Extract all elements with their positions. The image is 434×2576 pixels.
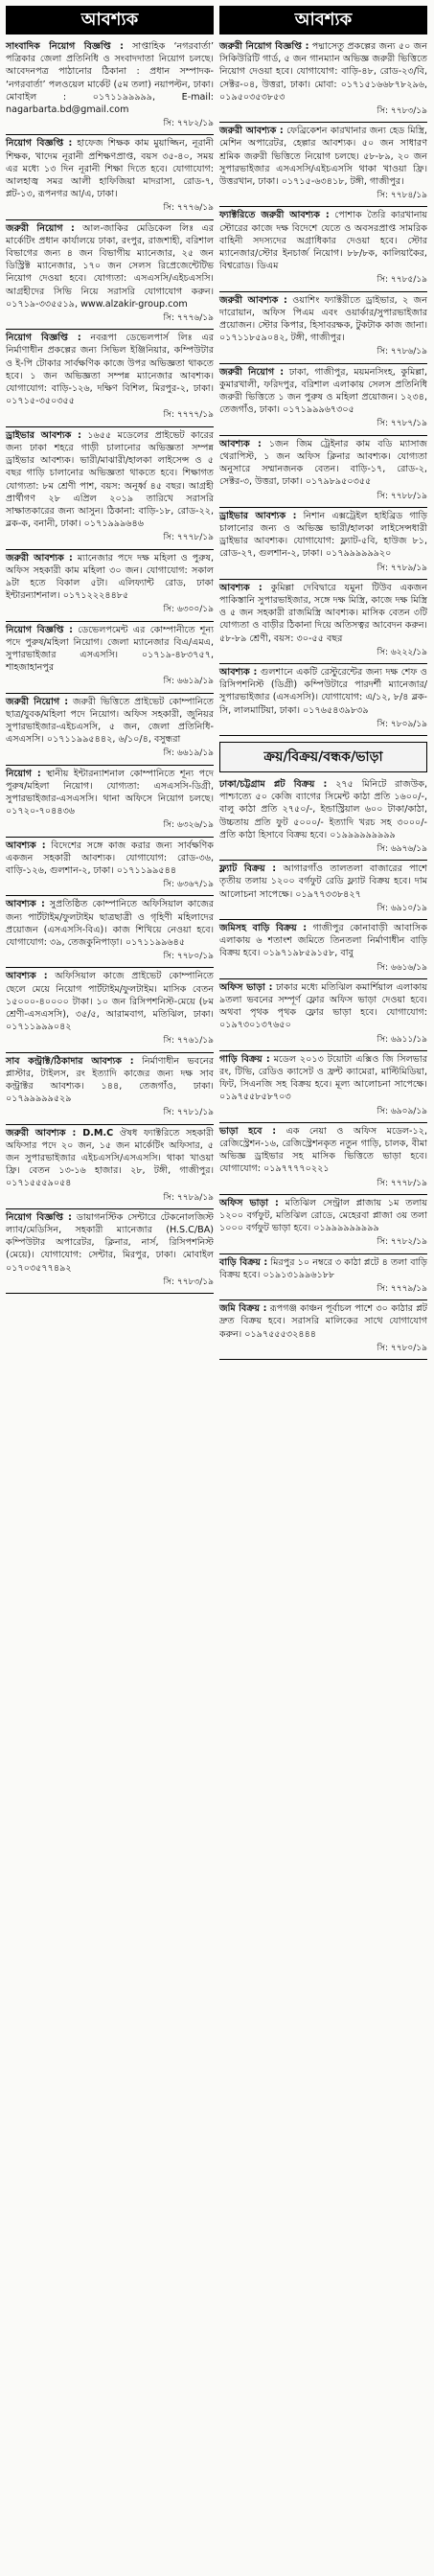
classified-ad <box>219 364 427 436</box>
ad-heading: নিয়োগ বিজ্ঞপ্তি : <box>6 1211 72 1223</box>
ad-body: পদ্মাসেতু প্রকল্পের জন্য ৫০ জন সিকিউরিটি গার্ড, ৫ জন গানম্যান অভিজ্ঞ জরুরী ভিত্তিতে নিয়োগ দেওয়া হবে। যোগাযোগ: বাড়ি-৪৮, রোড-২৩/বি, সেক্টর-০৪, উত্তরা, ঢাকা। মোবা: ০১৭১৫১৬৬৮৭৮২৯৬, ০১৯৫০৩৫৩৮৫৩ <box>219 41 427 103</box>
classified-ad <box>6 766 214 838</box>
ad-body: ঔষধ ফ্যাক্টরিতে সহকারী অফিসার পদে ২০ জন, ১৫ জন মার্কেটিং অফিসার, ৫ জন সুপারভাইজার এইচএসসি/এসএসসি। থাকা খাওয়া ফ্রি। বেতন ১৩-১৬ হাজার। ২৮, টঙ্গী, গাজীপুর। ০১৭১৫৫৫৯০৫৪ <box>6 1127 214 1189</box>
classified-ad <box>219 861 427 920</box>
ad-heading: জরুরী নিয়োগ বিজ্ঞপ্তি : <box>219 41 309 52</box>
ad-reference-number: সি: ৭৭৮৬/১৯ <box>377 347 427 357</box>
right-ads-list <box>219 38 427 736</box>
classified-ad <box>6 38 214 135</box>
ad-heading: জরুরী আবশ্যক : <box>6 552 73 564</box>
right-column <box>219 6 427 2570</box>
ad-heading: নিয়োগ : <box>6 768 41 779</box>
classified-ad <box>6 1053 214 1125</box>
ad-body: রূপগঞ্জ কাঞ্চন পূর্বাচল পাশে ৩০ কাঠার প্লট দ্রুত বিক্রয় হবে। সরাসরি মালিকের সাথে যোগাযোগ করুন। ০১৯৭৫৫৫৩২৪৪৪ <box>219 1303 427 1340</box>
ad-body: ২৭৫ মিনিটে রাজউক, পাশ্চাত্যে ৫০ কেজি ব্যাগের সিমেন্ট কাঠা প্রতি ১৬০০/-, বালু কাঠা প্রতি ২৭৫০/-, ইন্ডাস্ট্রিয়াল ৬০০ টাকা/কাঠা, উচ্চতায় প্রতি ফুট ৫০০০/- ইত্যাদি খরচ সহ ৩০০০/- প্রতি কাঠা হিসাবে বিক্রয় হবে। ০১৯৯৯৯৯৯৯৯৯ <box>219 778 427 840</box>
ad-heading: আবশ্যক : <box>6 899 45 910</box>
classified-ad <box>6 968 214 1052</box>
ad-reference-number: সি: ৭৭৮০/১৯ <box>377 1343 427 1353</box>
ad-reference-number: সি: ৬৯০৯/১৯ <box>377 1106 427 1116</box>
ad-body: ঢাকার মধ্যে মতিঝিল কমার্শিয়াল এলাকায় ৯তলা ভবনের সম্পূর্ণ ফ্লোর অফিস ভাড়া দেওয়া হবে। অথবা পৃথক পৃথক ফ্লোর ভাড়া হবে। যোগাযোগ: ০১৯৭৩০১৩৭৬৫০ <box>219 981 427 1031</box>
ad-body: এক নেয়া ও অফিস মডেল-১২, রেজিস্ট্রেশন-১৬, রেজিস্ট্রেশনকৃত নতুন গাড়ি, চালক, বীমা অভিজ্ঞ ড্রাইভার সহ মাসিক ভিত্তিতে ভাড়া হবে। যোগাযোগ: ০১৯৭৭৭৭০২২১ <box>219 1125 427 1175</box>
ad-body: বিদেশের সঙ্গে কাজ করার জন্য সার্বক্ষণিক একজন সহকারী আবশ্যক। যোগাযোগ: রোড-৩৬, বাড়ি-১২৬, গুলশান-২, ঢাকা। ০১৭১১৯৯৫৪৪ <box>6 840 214 876</box>
right-column-title: আবশ্যক <box>219 6 427 34</box>
ad-heading: অফিস ভাড়া : <box>219 1197 279 1208</box>
ad-reference-number: সি: ৭৭৮৩/১৯ <box>163 1276 214 1287</box>
ad-reference-number: সি: ৭৭৮৮/১৯ <box>377 491 427 501</box>
ad-heading: অফিস ভাড়া : <box>219 981 273 993</box>
classified-ad <box>219 979 427 1051</box>
ad-reference-number: সি: ৬৩৬৭/১৯ <box>163 880 214 890</box>
ad-body: ১জন জিম ট্রেইনার কাম বডি ম্যাসাজ থেরাপিস্ট, ১ জন অফিস ক্লিনার আবশ্যক। যোগ্যতা অনুসারে সম্মানজনক বেতন। বাড়ি-১৭, রোড-২, সেক্টর-৩, উত্তরা, ঢাকা। ০১৭৯৮৯৫০৩৫৫ <box>219 438 427 488</box>
classified-ad <box>219 207 427 291</box>
ad-heading: জরুরী আবশ্যক : <box>219 294 287 306</box>
ad-reference-number: সি: ৬৩০০/১৯ <box>163 605 214 615</box>
ad-reference-number: সি: ৭৭৭৬/১৯ <box>163 313 214 324</box>
ad-reference-number: সি: ৬৯১০/১৯ <box>377 903 427 913</box>
ad-heading: আবশ্যক : <box>219 438 262 449</box>
ad-reference-number: সি: ৭৭৭৮/১৯ <box>163 533 214 543</box>
ad-reference-number: সি: ৭৭৮৫/১৯ <box>377 275 427 286</box>
ad-reference-number: সি: ৭৭৮২/১৯ <box>377 1237 427 1248</box>
ad-reference-number: সি: ৭৭৭৬/১৯ <box>163 203 214 214</box>
classified-ad <box>219 1300 427 1360</box>
ad-heading: ড্রাইভার আবশ্যক : <box>219 510 297 521</box>
ad-reference-number: সি: ৭৭৭৭/১৯ <box>163 410 214 421</box>
ad-body: ঢাকা, গাজীপুর, ময়মনসিংহ, কুমিল্লা, কুমারখালী, ফরিদপুর, বরিশাল এলাকায় সেলস প্রতিনিধি জরুরী ভিত্তিতে ১ জন পুরুষ ও মহিলা প্রয়োজন। ১২৩৪, তেজগাঁও, ঢাকা। ০১৭১৯৯৯৬৭৩০৫ <box>219 366 427 416</box>
ad-heading: গাড়ি বিক্রয় : <box>219 1053 270 1065</box>
ad-heading: নিয়োগ বিজ্ঞপ্তি : <box>6 333 81 344</box>
ad-reference-number: সি: ৭৭৮৪/১৯ <box>377 191 427 201</box>
ad-body: কুমিল্লা দেবিদ্বারে যমুনা টিউব একজন পাকিস্তানি সুপারভাইজার, সঙ্গে দক্ষ মিস্ত্রি, কাজে দক্ষ মিস্ত্রি ও ৫ জন সহকারী রাজমিস্ত্রি আবশ্যক। মাসিক বেতন ৩টি যোগ্যতা ও বাড়ীর ঠিকানা দিয়ে অতিসত্বর আবেদন করুন। ৫৮-৮৯ শ্রেণী, বয়স: ৩০-৫৫ বছর <box>219 582 427 644</box>
ad-reference-number: সি: ৭৭৮২/১৯ <box>163 119 214 129</box>
sale-rent-section-title: ক্রয়/বিক্রয়/বন্ধক/ভাড়া <box>219 742 427 772</box>
ad-heading: জমিসহ বাড়ি বিক্রয় : <box>219 922 308 933</box>
ad-heading: ড্রাইভার আবশ্যক : <box>6 429 81 441</box>
ad-heading: সাব কন্ট্রাক্ট/ঠিকাদার আবশ্যক : <box>6 1055 134 1067</box>
ad-heading: ভাড়া হবে : <box>219 1125 277 1137</box>
ad-heading: জরুরী আবশ্যক : D.M.C <box>6 1127 114 1138</box>
ad-heading: আবশ্যক : <box>219 582 263 593</box>
classified-ad <box>6 838 214 897</box>
classified-ad <box>219 38 427 123</box>
ad-reference-number: সি: ৭৭৬১/১৯ <box>163 1036 214 1046</box>
classified-ad <box>6 427 214 550</box>
classified-ad <box>219 1254 427 1301</box>
ad-body: অফিসিয়াল কাজে প্রাইভেট কোম্পানিতে ছেলে মেয়ে নিয়োগ পার্টটাইম/ফুলটাইম। মাসিক বেতন ১৫০০০-৪০০০০ টাকা। ১০ জন রিসিপশনিস্ট-মেয়ে (৮ম শ্রেণী-এসএসসি), ৩৫/৫, আরামবাগ, মতিঝিল, ঢাকা। ০১৭১১৯৯৯০৪২ <box>6 971 214 1033</box>
ad-body: ওয়াশিং ফ্যাক্টরীতে ড্রাইভার, ২ জন দারোয়ান, অফিস পিএম এবং ওয়ার্কার/সুপারভাইজার প্রয়োজন। স্টোর কিপার, হিসাবরক্ষক, টুকটাক কাজ জানা। ০১৭১১৮৫৯০৪২, টঙ্গী, গাজীপুর। <box>219 294 427 344</box>
ad-reference-number: সি: ৬৬১৯/১৯ <box>163 677 214 687</box>
ad-body: ম্যানেজার পদে দক্ষ মহিলা ও পুরুষ, অফিস সহকারী কাম মহিলা ৩০ জন। যোগাযোগ: সকাল ৯টা হতে বিকাল ৫টা। এলিফ্যান্ট রোড, ঢাকা ইন্টারন্যাশনাল। ০১৭১২২২৪৪৮৫ <box>6 552 214 602</box>
ad-body: মতিঝিল সেন্ট্রাল প্লাজায় ১ম তলায় ১২০০ বর্গফুট, মতিঝিল রোডে, মেহেরবা প্লাজা ৩য় তলা ১০০০ বর্গফুট ভাড়া হবে। ০১৯৯৯৯৯৯৯৯৯ <box>219 1197 427 1234</box>
classified-ad <box>6 694 214 766</box>
ad-reference-number: সি: ৭৭৮৭/১৯ <box>377 419 427 429</box>
ad-reference-number: সি: ৭৭৮০/১৯ <box>163 952 214 962</box>
ad-heading: আবশ্যক : <box>6 840 46 851</box>
classified-ad <box>219 580 427 664</box>
classified-ad <box>6 220 214 331</box>
ad-body: সাপ্তাহিক ‘নগরবার্তা’ পত্রিকার জেলা প্রতিনিধি ও সংবাদদাতা নিয়োগ চলছে। আবেদনপত্র পাঠানোর ঠিকানা : প্রধান সম্পাদক- ‘নগরবার্তা’ পলওয়েল মার্কেট (৫ম তলা) নয়াপল্টন, ঢাকা। মোবাইল : ০১৭১১৯৯৯৯৯, E-mail: nagarbarta.bd@gmail.com <box>6 41 214 116</box>
ad-reference-number: সি: ৬২২২/১৯ <box>377 647 427 657</box>
left-column-title: আবশ্যক <box>6 6 214 34</box>
ad-reference-number: সি: ৬৩২৬/১৯ <box>163 820 214 831</box>
sale-rent-ads-list <box>219 776 427 1360</box>
classified-ad <box>219 436 427 508</box>
ad-body: আগারগাঁও তালতলা বাজারের পাশে তৃতীয় তলায় ১২০০ বর্গফুট রেডি ফ্ল্যাট বিক্রয় হবে। দাম আলোচনা সাপেক্ষে। ০১৯৭৭৩৩৮৪২৭ <box>219 863 427 900</box>
ad-heading: জরুরী নিয়োগ : <box>6 696 69 707</box>
classified-ad <box>6 550 214 622</box>
ad-body: মডেল ২০১৩ টয়োটা এক্সিও জি সিলভার রং, টিভি, রেডিও ক্যাসেট ও ফ্রন্ট ক্যামেরা, মাল্টিমিডিয়া, ফিট, সিএনজি সহ বিক্রয় হবে। মূল্য আলোচনা সাপেক্ষে। ০১৯৭৫৫৮৫৮৭০৩ <box>219 1053 427 1103</box>
classified-ad <box>219 920 427 979</box>
ad-reference-number: সি: ৭৭৭৮/১৯ <box>377 1178 427 1188</box>
ad-heading: নিয়োগ বিজ্ঞপ্তি : <box>6 624 73 635</box>
ad-body: ১৬৫৫ মডেলের প্রাইভেট কারের জন্য ঢাকা শহরে গাড়ী চালানোর অভিজ্ঞতা সম্পন্ন ড্রাইভার আবশ্যক। ভারী/মাঝারী/হালকা লাইসেন্স ও ৫ বছর গাড়ি চালানোর অভিজ্ঞতা থাকতে হবে। শিক্ষাগত যোগ্যতা: ৮ম শ্রেণী পাশ, বয়স: অনূর্ধ্ব ৪৫ বছর। আগ্রহী প্রার্থীগণ ২৮ এপ্রিল ২০১৯ তারিখে সরাসরি সাক্ষাতকারের জন্য আসুন। ঠিকানা: বাড়ি-১৮, রোড-২২, ব্লক-ক, বনানী, ঢাকা। ০১৭১৯৯৯৬৪৬ <box>6 429 215 530</box>
ad-reference-number: সি: ৬৯৭৬/১৯ <box>377 843 427 854</box>
ad-body: ডেভেলপমেন্ট এর কোম্পানীতে শূন্য পদে পুরুষ/মহিলা নিয়োগ। জেলা ম্যানেজার বিএ/এমএ, সুপারভাইজার এসএসসি। ০১৭১৯-৪৮৩৭৫৭, শাহজাহানপুর <box>6 624 214 674</box>
classified-ad <box>219 664 427 736</box>
classified-ad <box>6 330 214 426</box>
ad-reference-number: সি: ৭৭৭৯/১৯ <box>377 1284 427 1295</box>
ad-heading: জরুরী আবশ্যক : <box>219 126 284 137</box>
ad-body: নিশান এক্সট্রেইল হাইব্রিড গাড়ি চালানোর জন্য ও অভিজ্ঞ ভারী/হালকা লাইসেন্সধারী ড্রাইভার আবশ্যক। যোগাযোগ: ফ্ল্যাট-৫বি, হাউজ ৮১, রোড-২৭, গুলশান-২, ঢাকা। ০১৭৯৯৯৯৯৯২০ <box>219 510 427 560</box>
ad-heading: ঢাকা/চট্টগ্রাম প্লট বিক্রয় : <box>219 778 328 790</box>
ad-reference-number: সি: ৭৭৮৯/১৯ <box>377 563 427 573</box>
ad-reference-number: সি: ৬৬১৬/১৯ <box>377 962 427 973</box>
classified-ad <box>219 123 427 207</box>
classified-ad <box>219 508 427 580</box>
ad-heading: বাড়ি বিক্রয় : <box>219 1256 268 1268</box>
ad-body: হাফেজ শিক্ষক কাম মুয়াজ্জিন, নূরানী শিক্ষক, খাদেম নূরানী প্রশিক্ষণপ্রাপ্ত, বয়স ৩৫-৪০, সময় এর মধ্যে ১৩ দিন নূরানী শিক্ষা দিতে হবে। যোগাযোগ: আলহাজ্ব সমর আলী হাফিজিয়া মাদরাসা, রোড-৭, প্লট-১৩, রূপনগর আ/এ, ঢাকা। <box>6 138 214 200</box>
ad-body: গুলশানে একটি রেস্টুরেন্টের জন্য দক্ষ শেফ ও রিসিপশনিস্ট (ডিগ্রী) কম্পিউটারে পারদর্শী ম্যানেজার/সুপারভাইজার (এসএসসি)। যোগাযোগ: এ/১২, ৮/৪ ব্লক-সি, লালমাটিয়া, ঢাকা। ০১৭৬৫৪৩৯৮৩৯ <box>219 666 427 716</box>
ad-body: নির্মাণাধীন ভবনের প্লাস্টার, টাইলস, রং ইত্যাদি কাজের জন্য দক্ষ সাব কন্ট্রাক্টর আবশ্যক। ১৪৪, তেজগাঁও, ঢাকা। ০১৭৯৯৯৯৯৫২৯ <box>6 1055 214 1105</box>
left-ads-list <box>6 38 214 1294</box>
ad-reference-number: সি: ৭৭৮১/১৯ <box>163 1108 214 1118</box>
classified-ad <box>219 1051 427 1123</box>
ad-body: ফেব্রিকেশন কারখানার জন্য হেড মিস্ত্রি, মেশিন অপারেটর, হেল্পার আবশ্যক। ৫০ জন সাধারণ শ্রমিক জরুরী ভিত্তিতে নিয়োগ চলছে। ৫৮-৮৯, ২০ জন সুপারভাইজার এসএসসি/এইচএসসি থাকা খাওয়া ফ্রি। উত্তরখান, ঢাকা। ০১৭১৫-৬৩৪১৮, টঙ্গী, গাজীপুর। <box>219 126 427 188</box>
ad-heading: জমি বিক্রয় : <box>219 1303 267 1315</box>
ad-heading: সাংবাদিক নিয়োগ বিজ্ঞপ্তি : <box>6 41 124 52</box>
classified-ad <box>219 292 427 364</box>
left-column <box>6 6 214 2570</box>
ad-reference-number: সি: ৭৮০৯/১৯ <box>377 719 427 729</box>
ad-body: স্থানীয় ইন্টারন্যাশনাল কোম্পানিতে শূন্য পদে পুরুষ/মহিলা নিয়োগ। যোগ্যতা: এসএসসি-ডিগ্রী, সুপারভাইজার-এসএসসি। থানা অফিসে নিয়োগ চলছে। ০১৭২০-৭০৪৪৩৬ <box>6 768 214 817</box>
ad-body: গাজীপুর কোনাবাড়ী আবাসিক এলাকায় ৬ শতাংশ জমিতে তিনতলা নির্মাণাধীন বাড়ি বিক্রয় হবে। ০১৯৭১৯৮৫৯১৫৮, বাবু <box>219 922 427 959</box>
ad-body: পোশাক তৈরি কারখানায় স্টোরের কাজে দক্ষ বিদেশে যেতে ও অবসরপ্রাপ্ত সামরিক বাহিনী সদস্যদের অগ্রাধিকার দেওয়া হবে। স্টোর ম্যানেজার/স্টোর ইনচার্জ নিয়োগ। ৮৮/৮ক, কালিয়াকৈর, বিশ্বরোড। ডিএম <box>219 210 427 272</box>
ad-reference-number: সি: ৭৭৮৩/১৯ <box>377 106 427 117</box>
ad-heading: ফ্ল্যাট বিক্রয় : <box>219 863 277 875</box>
ad-body: জরুরী ভিত্তিতে প্রাইভেট কোম্পানিতে ছাত্র/যুবক/মহিলা পদে নিয়োগ। অফিস সহকারী, জুনিয়র সুপারভাইজার-এইচএসসি, ৫ জন, জেলা প্রতিনিধি-এসএসসি। ০১৭১১৯৯৫৪৪২, ৬/১০/৪, বসুন্ধরা <box>6 696 214 746</box>
ad-body: মিরপুর ১০ নম্বরে ৩ কাঠা প্লটে ৪ তলা বাড়ি বিক্রয় হবে। ০১৯১৩১৯৯৬১৮৮ <box>219 1256 427 1280</box>
ad-heading: আবশ্যক : <box>6 971 48 982</box>
ad-body: আল-জাকির মেডিকেল লিঃ এর মার্কেটিং প্রধান কার্যালয়ে ঢাকা, রংপুর, রাজশাহী, বরিশাল বিভাগের জন্য ৪ জন বিভাগীয় ম্যানেজার, ২৫ জন ডিস্ট্রিক্ট ম্যানেজার, ১৭০ জন সেলস রিপ্রেজেন্টেটিভ নিয়োগ দেওয়া হবে। যোগ্যতা: এসএসসি/এইচএসসি। আগ্রহীদের সিভি নিয়ে সরাসরি যোগাযোগ করুন। ০১৭১৯-৩৩৫৫১৯, www.alzakir-group.com <box>6 222 214 310</box>
ad-body: ডায়াগনস্টিক সেন্টারে টেকনোলজিস্ট ল্যাব/মেডিসিন, সহকারী ম্যানেজার (H.S.C/BA) কম্পিউটার অপারেটর, ক্লিনার, নার্স, রিসিপশনিস্ট (মেয়ে)। যোগাযোগ: সেন্টার, মিরপুর, ঢাকা। মোবাইল ০১৭০৩৫৭৭৪৯২ <box>6 1211 214 1274</box>
classified-ad <box>219 1195 427 1254</box>
ad-reference-number: সি: ৬৬১৯/১৯ <box>163 748 214 759</box>
ad-reference-number: সি: ৭৭৮৯/১৯ <box>163 1192 214 1203</box>
ad-body: সুপ্রতিষ্ঠিত কোম্পানিতে অফিসিয়াল কাজের জন্য পার্টটাইম/ফুলটাইম ছাত্রছাত্রী ও গৃহিণী মহিলাদের প্রয়োজন (এসএসসি-বিএ)। কাজ শিখিয়ে নেওয়া হবে। যোগাযোগ: ৩৯, তেজকুনিপাড়া। ০১৭১১৯৯৬৪৫ <box>6 899 214 948</box>
classified-ad <box>219 776 427 861</box>
classified-ad <box>6 1209 214 1294</box>
classified-ad <box>6 1125 214 1209</box>
ad-heading: ফ্যাক্টরিতে জরুরী আবশ্যক : <box>219 210 330 221</box>
ad-heading: জরুরী নিয়োগ : <box>6 222 75 234</box>
ad-reference-number: সি: ৬৯১১/১৯ <box>377 1034 427 1045</box>
ad-heading: নিয়োগ বিজ্ঞপ্তি : <box>6 138 73 150</box>
classified-ad <box>6 622 214 694</box>
ad-heading: আবশ্যক : <box>219 666 258 678</box>
classified-ad <box>6 896 214 968</box>
ad-body: নবরূপা ডেভেলপার্স লিঃ এর নির্মাণাধীন প্রকল্পের জন্য সিভিল ইঞ্জিনিয়ার, কম্পিউটার ও ই-পি টোকার সার্বক্ষণিক কাজে উপর অভিজ্ঞতা থাকতে হবে। ১ জন অভিজ্ঞতা সম্পন্ন ম্যানেজার আবশ্যক। যোগাযোগ: বাড়ি-১২৬, দক্ষিণ বিশিল, মিরপুর-২, ঢাকা। ০১৭১৫-৩৫০৩৫৫ <box>6 333 214 407</box>
classified-ad <box>219 1123 427 1195</box>
classified-ad <box>6 135 214 219</box>
ad-heading: জরুরী নিয়োগ : <box>219 366 285 378</box>
